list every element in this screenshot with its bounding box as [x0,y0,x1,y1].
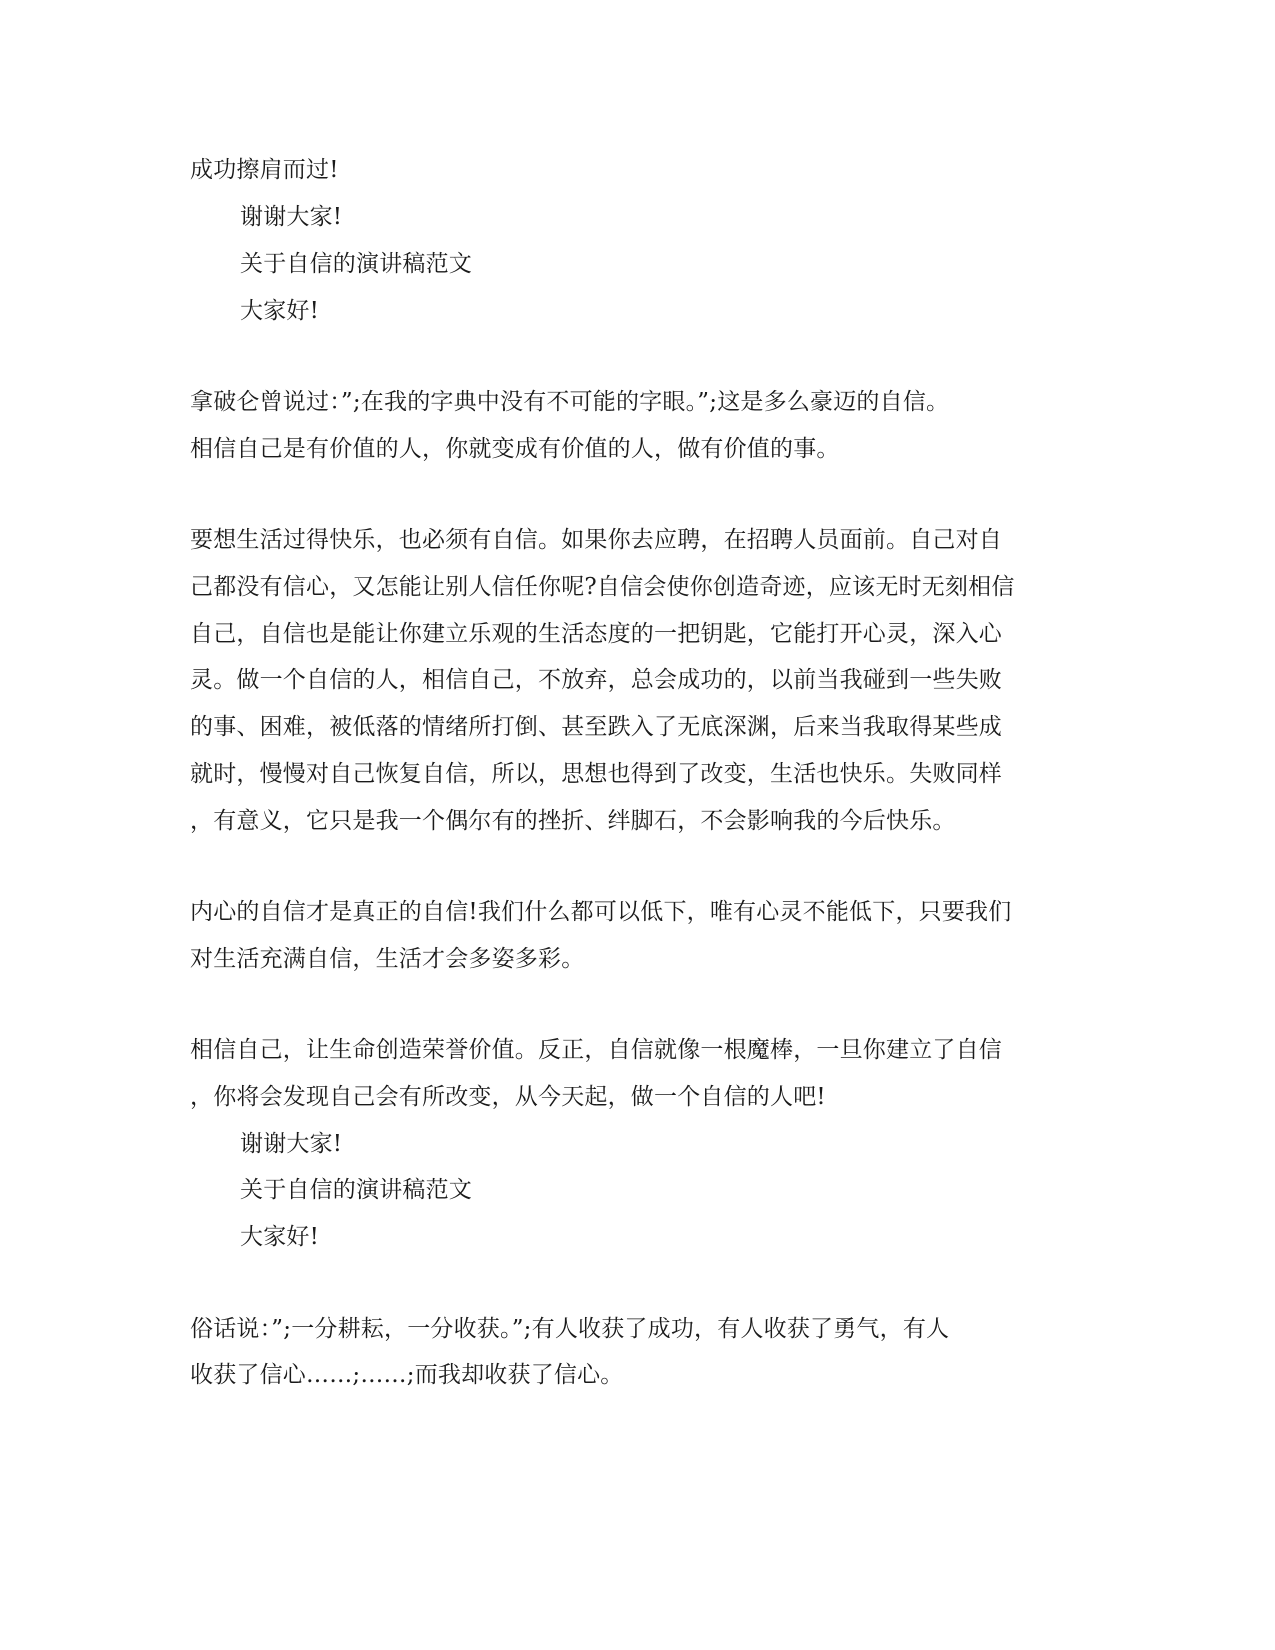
text-line: 灵。做一个自信的人，相信自己，不放弃，总会成功的，以前当我碰到一些失败 [190,667,1002,693]
text-line: 相信自己是有价值的人，你就变成有价值的人，做有价值的事。 [190,436,840,462]
text-line: 关于自信的演讲稿范文 [240,251,472,277]
text-line: 关于自信的演讲稿范文 [240,1177,472,1203]
text-line: ，有意义，它只是我一个偶尔有的挫折、绊脚石，不会影响我的今后快乐。 [190,808,956,834]
text-line: 谢谢大家! [240,1131,343,1157]
text-line: 收获了信心……;……;而我却收获了信心。 [190,1362,624,1388]
text-line: 大家好! [240,298,320,324]
text-line: 成功擦肩而过! [190,157,339,183]
text-line: 己都没有信心，又怎能让别人信任你呢?自信会使你创造奇迹，应该无时无刻相信 [190,574,1015,600]
text-line: 内心的自信才是真正的自信!我们什么都可以低下，唯有心灵不能低下，只要我们 [190,899,1012,925]
text-line: ，你将会发现自己会有所改变，从今天起，做一个自信的人吧! [190,1084,826,1110]
text-line: 自己，自信也是能让你建立乐观的生活态度的一把钥匙，它能打开心灵，深入心 [190,621,1002,647]
text-line: 拿破仑曾说过：”;在我的字典中没有不可能的字眼。”;这是多么豪迈的自信。 [190,389,950,415]
text-line: 就时，慢慢对自己恢复自信，所以，思想也得到了改变，生活也快乐。失败同样 [190,761,1002,787]
text-line: 对生活充满自信，生活才会多姿多彩。 [190,946,585,972]
text-line: 俗话说：”;一分耕耘，一分收获。”;有人收获了成功，有人收获了勇气，有人 [190,1316,950,1342]
text-line: 要想生活过得快乐，也必须有自信。如果你去应聘，在招聘人员面前。自己对自 [190,527,1002,553]
text-line: 的事、困难，被低落的情绪所打倒、甚至跌入了无底深渊，后来当我取得某些成 [190,714,1002,740]
text-line: 谢谢大家! [240,204,343,230]
text-line: 相信自己，让生命创造荣誉价值。反正，自信就像一根魔棒，一旦你建立了自信 [190,1037,1002,1063]
text-line: 大家好! [240,1224,320,1250]
